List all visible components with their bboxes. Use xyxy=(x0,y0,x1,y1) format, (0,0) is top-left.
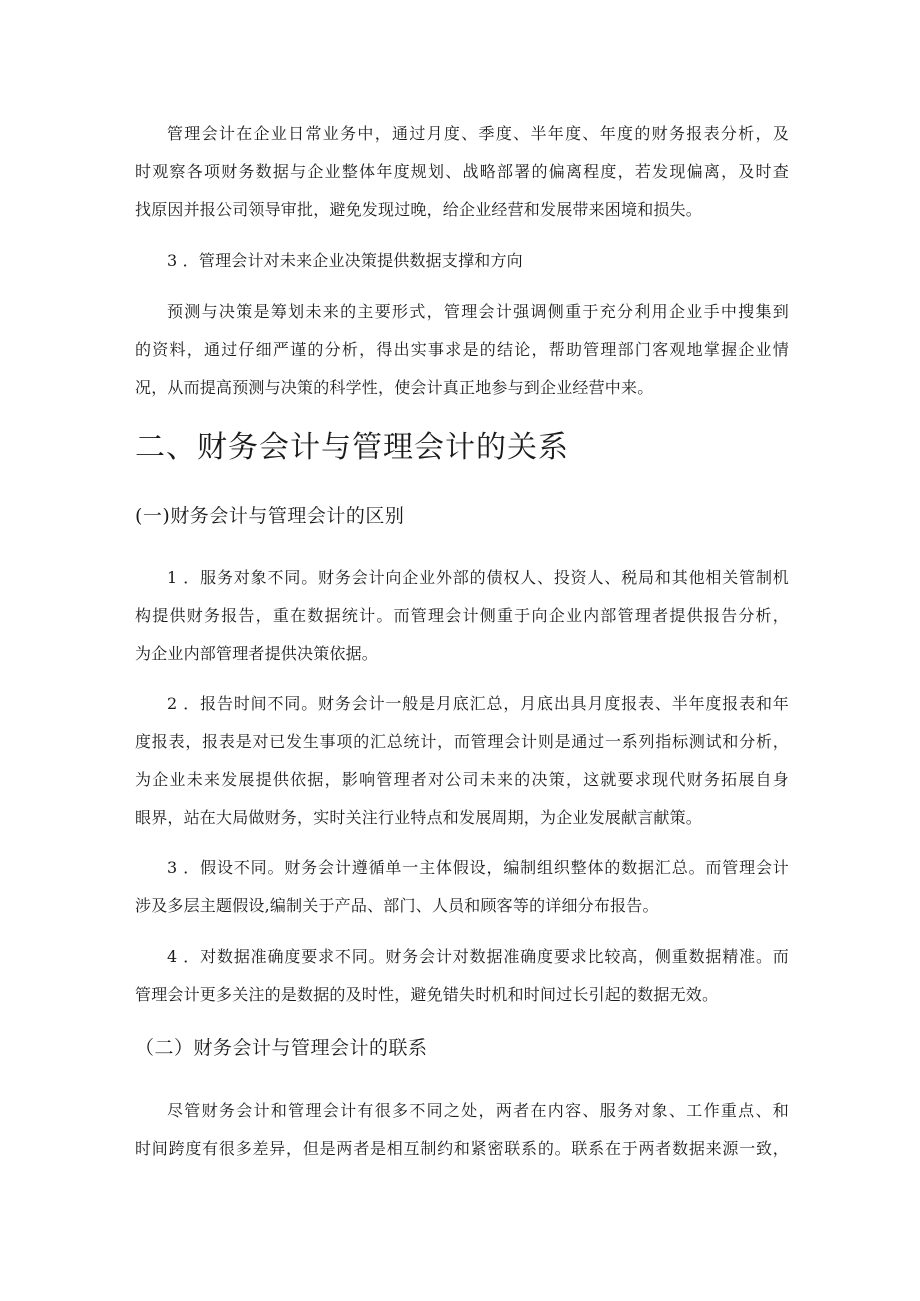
text-line: 4 ．对数据准确度要求不同。财务会计对数据准确度要求比较高，侧重数据精准。而 xyxy=(167,947,789,966)
text-line: 为企业未来发展提供依据，影响管理者对公司未来的决策，这就要求现代财务拓展自身 xyxy=(135,770,789,789)
text-line: 2 ．报告时间不同。财务会计一般是月底汇总，月底出具月度报表、半年度报表和年 xyxy=(167,694,789,713)
text-line: 3 ．假设不同。财务会计遵循单一主体假设，编制组织整体的数据汇总。而管理会计 xyxy=(167,858,789,877)
text-line: 管理会计更多关注的是数据的及时性，避免错失时机和时间过长引起的数据无效。 xyxy=(135,985,719,1004)
text-line: 管理会计在企业日常业务中，通过月度、季度、半年度、年度的财务报表分析，及 xyxy=(167,124,789,143)
text-line: 眼界，站在大局做财务，实时关注行业特点和发展周期，为企业发展献言献策。 xyxy=(135,808,703,827)
text-line: 况，从而提高预测与决策的科学性，使会计真正地参与到企业经营中来。 xyxy=(135,378,654,397)
text-line: 尽管财务会计和管理会计有很多不同之处，两者在内容、服务对象、工作重点、和 xyxy=(167,1101,789,1120)
text-line: 时间跨度有很多差异，但是两者是相互制约和紧密联系的。联系在于两者数据来源一致， xyxy=(135,1139,789,1158)
text-line: 时观察各项财务数据与企业整体年度规划、战略部署的偏离程度，若发现偏离，及时查 xyxy=(135,162,789,181)
subsection-title: （二）财务会计与管理会计的联系 xyxy=(135,1037,428,1059)
subsection-title: (一)财务会计与管理会计的区别 xyxy=(135,505,405,527)
text-line: 度报表，报表是对已发生事项的汇总统计，而管理会计则是通过一系列指标测试和分析， xyxy=(135,732,789,751)
section-title: 二、财务会计与管理会计的关系 xyxy=(135,430,569,465)
text-line: 找原因并报公司领导审批，避免发现过晚，给企业经营和发展带来困境和损失。 xyxy=(135,200,703,219)
text-line: 1 ．服务对象不同。财务会计向企业外部的债权人、投资人、税局和其他相关管制机 xyxy=(167,568,789,587)
text-line: 为企业内部管理者提供决策依据。 xyxy=(135,644,379,663)
text-line: 涉及多层主题假设,编制关于产品、部门、人员和顾客等的详细分布报告。 xyxy=(135,896,659,915)
text-line: 构提供财务报告，重在数据统计。而管理会计侧重于向企业内部管理者提供报告分析， xyxy=(135,606,789,625)
text-line: 的资料，通过仔细严谨的分析，得出实事求是的结论，帮助管理部门客观地掌握企业情 xyxy=(135,340,789,359)
text-line: 预测与决策是筹划未来的主要形式，管理会计强调侧重于充分利用企业手中搜集到 xyxy=(167,302,789,321)
numbered-heading: 3 ．管理会计对未来企业决策提供数据支撑和方向 xyxy=(167,251,523,270)
